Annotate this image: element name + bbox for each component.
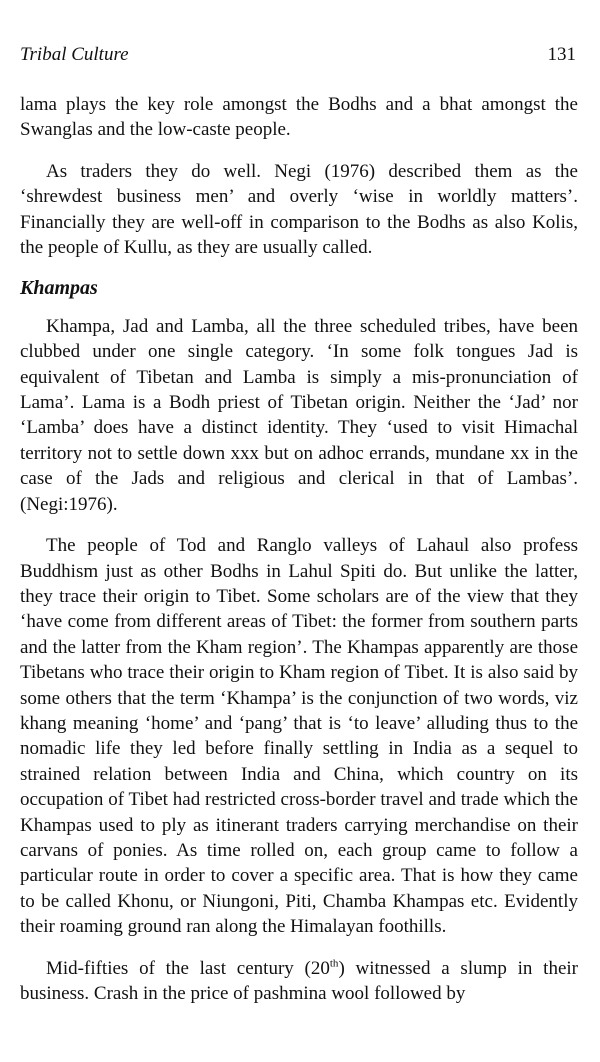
paragraph-4: The people of Tod and Ranglo valleys of Lahaul also profess Buddhism just as other Bodhs in Lahul Spiti do. But unlike the latter, they trace their origin to Tibet. Some scholars are of the view that they ‘have come from different areas of Tibet: the former from southern parts and the latter from the Kham region’. The Khampas apparently are those Tibetans who trace their origin to Kham region of Tibet. It is also said by some others that the term ‘Khampa’ is the conjunction of two words, viz khang meaning ‘home’ and ‘pang’ that is ‘to leave’ alluding thus to the nomadic life they led before finally settling in India as a sequel to strained relation between India and China, which country on its occupation of Tibet had restricted cross-border travel and trade which the Khampas used to ply as itinerant traders carrying merchandise on their carvans of ponies. As time rolled on, each group came to follow a particular route in order to cover a specific area. That is how they came to be called Khonu, or Niungoni, Piti, Chamba Khampas etc. Evidently their roaming ground ran along the Himalayan foothills. [20,535,578,938]
running-head [20,44,576,66]
page-number: 131 [547,44,576,65]
paragraph-3: Khampa, Jad and Lamba, all the three scheduled tribes, have been clubbed under one single category. ‘In some folk tongues Jad is equivalent of Tibetan and Lamba is simply a mis-pronunciation of Lama’. Lama is a Bodh priest of Tibetan origin. Neither the ‘Jad’ nor ‘Lamba’ does have a distinct identity. They ‘used to visit Himachal territory not to settle down xxx but on adhoc errands, mundane xx in the case of the Jads and religious and clerical in that of Lambas’. (Negi:1976). [20,315,578,515]
paragraph-2: As traders they do well. Negi (1976) described them as the ‘shrewdest business men’ and overly ‘wise in worldly matters’. Financially they are well-off in comparison to the Bodhs as also Kolis, the people of Kullu, as they are usually called. [20,160,578,259]
paragraph-5-end: ) witnessed a slump in their business. Crash in the price of pashmina wool followed by [20,957,578,1004]
paragraph-5 [20,956,578,1007]
paragraph-5-start: Mid-fifties of the last century (20 [46,957,330,979]
chapter-title: Tribal Culture [20,44,129,65]
section-heading: Khampas [20,277,98,300]
paragraph-1: lama plays the key role amongst the Bodhs and a bhat amongst the Swanglas and the low-caste people. [20,94,578,141]
page-body [20,92,578,1022]
superscript-th: th [329,957,339,970]
